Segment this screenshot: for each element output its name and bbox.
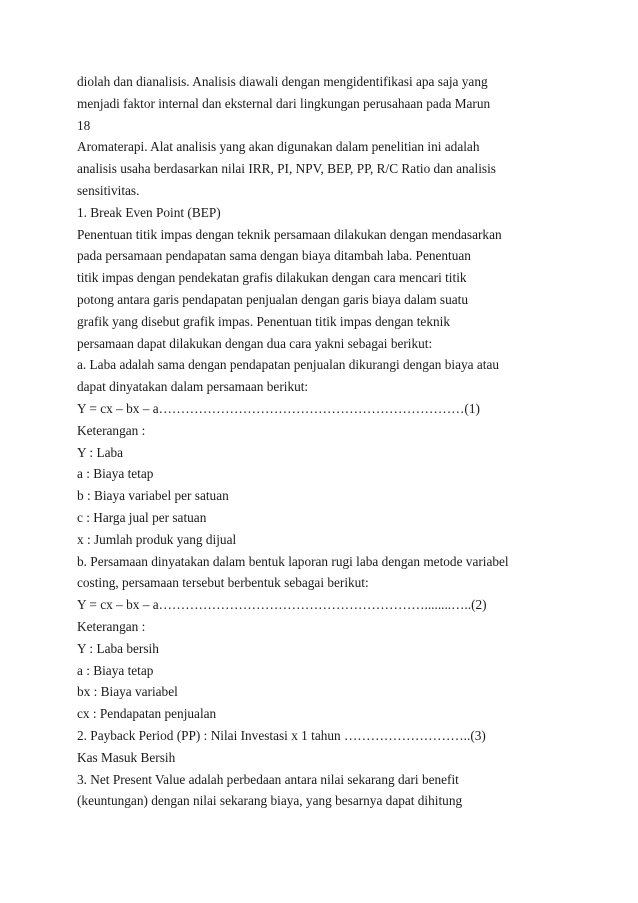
- text-line: Aromaterapi. Alat analisis yang akan digunakan dalam penelitian ini adalah: [77, 139, 480, 155]
- page-number: 18: [77, 117, 91, 133]
- text-line: potong antara garis pendapatan penjualan dengan garis biaya dalam suatu: [77, 291, 469, 307]
- text-line: sensitivitas.: [77, 182, 140, 198]
- section-heading: 1. Break Even Point (BEP): [77, 204, 221, 220]
- text-line: grafik yang disebut grafik impas. Penentuan titik impas dengan teknik: [77, 313, 450, 329]
- text-line: a. Laba adalah sama dengan pendapatan penjualan dikurangi dengan biaya atau: [77, 357, 499, 373]
- text-line: c : Harga jual per satuan: [77, 509, 207, 525]
- text-line: b : Biaya variabel per satuan: [77, 488, 229, 504]
- document-body: [77, 71, 557, 812]
- text-line: a : Biaya tetap: [77, 662, 154, 678]
- text-line: Keterangan :: [77, 618, 146, 634]
- text-line: x : Jumlah produk yang dijual: [77, 531, 237, 547]
- text-line: analisis usaha berdasarkan nilai IRR, PI, NPV, BEP, PP, R/C Ratio dan analisis: [77, 161, 496, 177]
- text-line: Kas Masuk Bersih: [77, 749, 176, 765]
- text-line: dapat dinyatakan dalam persamaan berikut:: [77, 379, 309, 395]
- text-line: b. Persamaan dinyatakan dalam bentuk laporan rugi laba dengan metode variabel: [77, 553, 509, 569]
- text-line: cx : Pendapatan penjualan: [77, 706, 217, 722]
- text-line: (keuntungan) dengan nilai sekarang biaya, yang besarnya dapat dihitung: [77, 793, 463, 809]
- text-line: a : Biaya tetap: [77, 466, 154, 482]
- text-line: bx : Biaya variabel: [77, 684, 178, 700]
- text-line: Y : Laba: [77, 444, 124, 460]
- text-line: persamaan dapat dilakukan dengan dua cara yakni sebagai berikut:: [77, 335, 433, 351]
- text-line: Penentuan titik impas dengan teknik persamaan dilakukan dengan mendasarkan: [77, 226, 502, 242]
- text-line: menjadi faktor internal dan eksternal dari lingkungan perusahaan pada Marun: [77, 95, 491, 111]
- text-line: Keterangan :: [77, 422, 146, 438]
- text-line: Y : Laba bersih: [77, 640, 159, 656]
- text-line: costing, persamaan tersebut berbentuk sebagai berikut:: [77, 575, 369, 591]
- text-line: pada persamaan pendapatan sama dengan biaya ditambah laba. Penentuan: [77, 248, 471, 264]
- text-line: diolah dan dianalisis. Analisis diawali dengan mengidentifikasi apa saja yang: [77, 74, 488, 89]
- text-line: titik impas dengan pendekatan grafis dilakukan dengan cara mencari titik: [77, 270, 467, 286]
- equation-line: Y = cx – bx – a……………………………………………………………(1): [77, 400, 480, 416]
- equation-line: 2. Payback Period (PP) : Nilai Investasi x 1 tahun ………………………..(3): [77, 727, 486, 743]
- text-line: 3. Net Present Value adalah perbedaan antara nilai sekarang dari benefit: [77, 771, 459, 787]
- equation-line: Y = cx – bx – a……………………………………………………........…..(2): [77, 597, 487, 613]
